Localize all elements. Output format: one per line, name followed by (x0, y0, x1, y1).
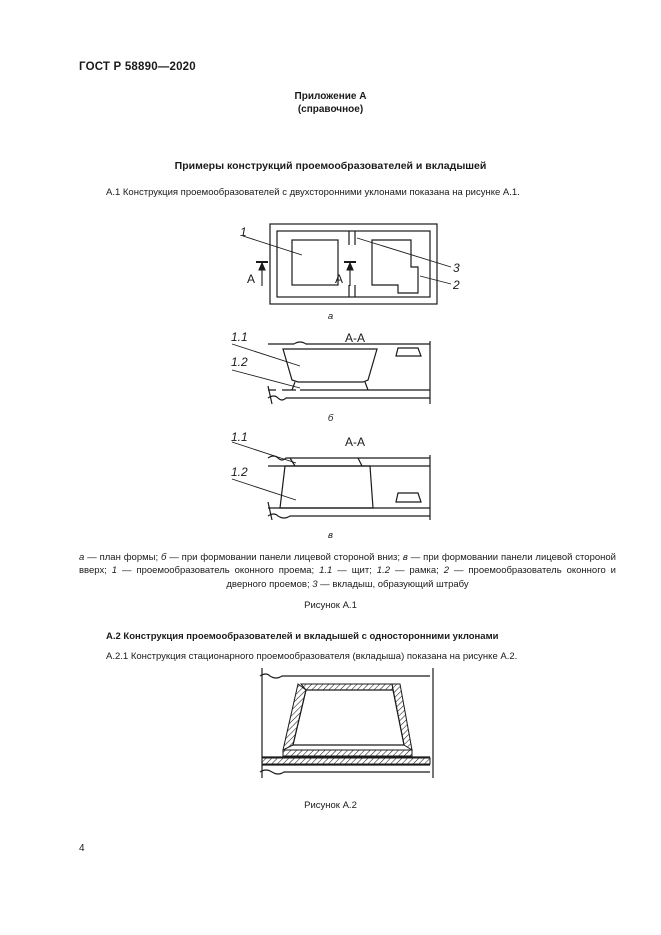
figure-a1-sub-c: в (328, 530, 333, 541)
legend-text: — рамка; (390, 565, 444, 577)
legend-text: — щит; (332, 565, 377, 577)
figure-a1-caption: Рисунок А.1 (304, 600, 357, 611)
paragraph-a1: А.1 Конструкция проемообразователей с двухсторонними уклонами показана на рисунке А.1. (106, 187, 520, 198)
standard-code: ГОСТ Р 58890—2020 (79, 61, 196, 73)
label-3: 3 (453, 261, 460, 275)
legend-text: — вкладыш, образующий штрабу (317, 578, 469, 590)
legend-key-1-2: 1.2 (376, 565, 390, 577)
label-1-1-c: 1.1 (231, 430, 248, 444)
appendix-note: (справочное) (297, 104, 364, 115)
label-2: 2 (453, 278, 460, 292)
page-number: 4 (79, 843, 85, 854)
legend-key-3: 3 (312, 578, 318, 590)
legend-text: — проемообразователь оконного проема; (117, 565, 320, 577)
arrow-letter-left: А (247, 272, 256, 286)
section-label-c: А-А (345, 435, 366, 449)
legend-text: — план формы; (84, 552, 162, 563)
label-1-2-c: 1.2 (231, 465, 248, 479)
section-heading: Примеры конструкций проемообразователей и вкладышей (174, 160, 487, 172)
paragraph-a2-1: А.2.1 Конструкция стационарного проемообразователя (вкладыша) показана на рисунке А.2. (106, 651, 518, 662)
figure-a1-legend (79, 551, 616, 591)
legend-key-1-1: 1.1 (319, 565, 333, 577)
legend-key-1: 1 (111, 565, 118, 577)
label-1-2-b: 1.2 (231, 355, 248, 369)
appendix-title: Приложение А (294, 91, 367, 102)
section-a2-heading: А.2 Конструкция проемообразователей и вкладышей с односторонними уклонами (106, 631, 499, 642)
figure-a2-caption: Рисунок А.2 (304, 800, 357, 811)
arrow-letter-right: А (335, 272, 344, 286)
legend-key-a: а (79, 552, 85, 563)
section-label-b: А-А (345, 331, 366, 345)
legend-text: — проемообразователь оконного и дверного проемов; (226, 565, 616, 590)
label-1-1-b: 1.1 (231, 330, 248, 344)
legend-key-c: в (402, 552, 408, 563)
legend-text: — при формовании панели лицевой стороной вверх; (79, 552, 616, 577)
label-1: 1 (240, 225, 247, 239)
legend-key-b: б (161, 552, 167, 563)
figure-a1-sub-a: а (327, 311, 334, 322)
legend-text: — при формовании панели лицевой стороной вниз; (166, 552, 403, 563)
figure-a1-sub-b: б (327, 413, 334, 424)
legend-key-2: 2 (443, 565, 450, 577)
